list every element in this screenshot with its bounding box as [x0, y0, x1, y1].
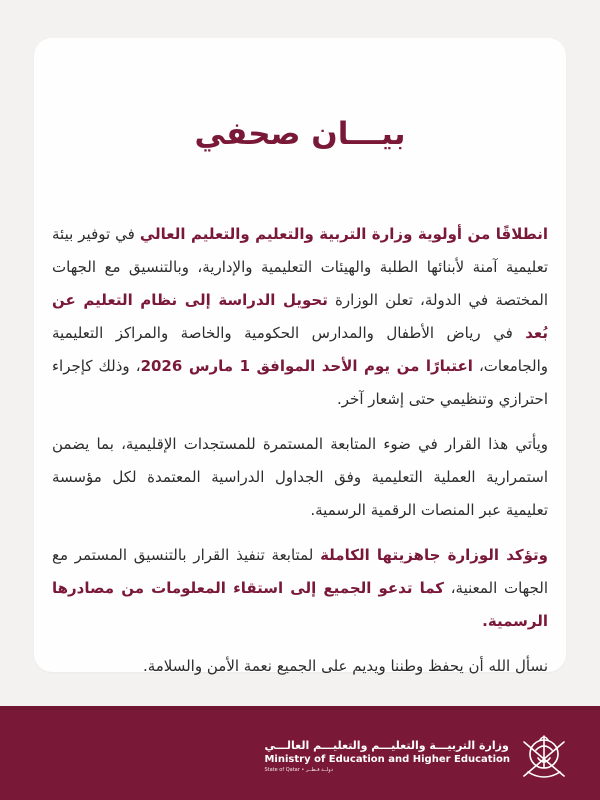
highlight-text: تحويل الدراسة إلى نظام التعليم عن بُعد: [52, 291, 548, 342]
highlight-text: انطلاقًا من أولوية وزارة التربية والتعليم والتعليم العالي: [139, 225, 548, 243]
paragraph-3: [52, 539, 548, 638]
body-text: لمتابعة تنفيذ القرار بالتنسيق المستمر مع الجهات المعنية،: [52, 546, 548, 597]
state-of-qatar-label: State of Qatar • دولــة قـطــر: [264, 766, 333, 773]
body-text: في توفير بيئة تعليمية آمنة لأبنائها الطلبة والهيئات التعليمية والإدارية، وبالتنسيق مع الجهات المختصة في الدولة، تعلن الوزارة: [52, 225, 548, 309]
qatar-emblem-icon: [518, 728, 570, 784]
statement-body: [52, 218, 548, 695]
highlight-text: وتؤكد الوزارة جاهزيتها الكاملة: [320, 546, 548, 564]
footer-band: [0, 706, 600, 800]
paragraph-4: نسأل الله أن يحفظ وطننا ويديم على الجميع نعمة الأمن والسلامة.: [142, 657, 548, 675]
page-title: بيـــان صحفي: [194, 116, 406, 152]
body-text: ، وذلك كإجراء احترازي وتنظيمي حتى إشعار آخر.: [52, 357, 548, 408]
paragraph-1: [52, 218, 548, 416]
highlight-text: كما تدعو الجميع إلى استقاء المعلومات من مصادرها الرسمية.: [52, 579, 548, 630]
highlight-date: اعتبارًا من يوم الأحد الموافق 1 مارس 2026: [140, 357, 473, 375]
ministry-logo-text: [264, 739, 510, 774]
ministry-name-english: Ministry of Education and Higher Education: [264, 753, 510, 765]
statement-card: [34, 38, 566, 675]
ministry-name-arabic: وزارة التربيـــة والتعليـــم والتعليـــم العالـــي: [264, 738, 509, 752]
paragraph-2: ويأتي هذا القرار في ضوء المتابعة المستمرة للمستجدات الإقليمية، بما يضمن استمرارية العملية التعليمية وفق الجداول الدراسية المعتمدة لكل مؤسسة تعليمية عبر المنصات الرقمية الرسمية.: [52, 435, 548, 519]
body-text: في رياض الأطفال والمدارس الحكومية والخاصة والمراكز التعليمية والجامعات،: [52, 324, 548, 375]
ministry-logo: [264, 726, 570, 786]
